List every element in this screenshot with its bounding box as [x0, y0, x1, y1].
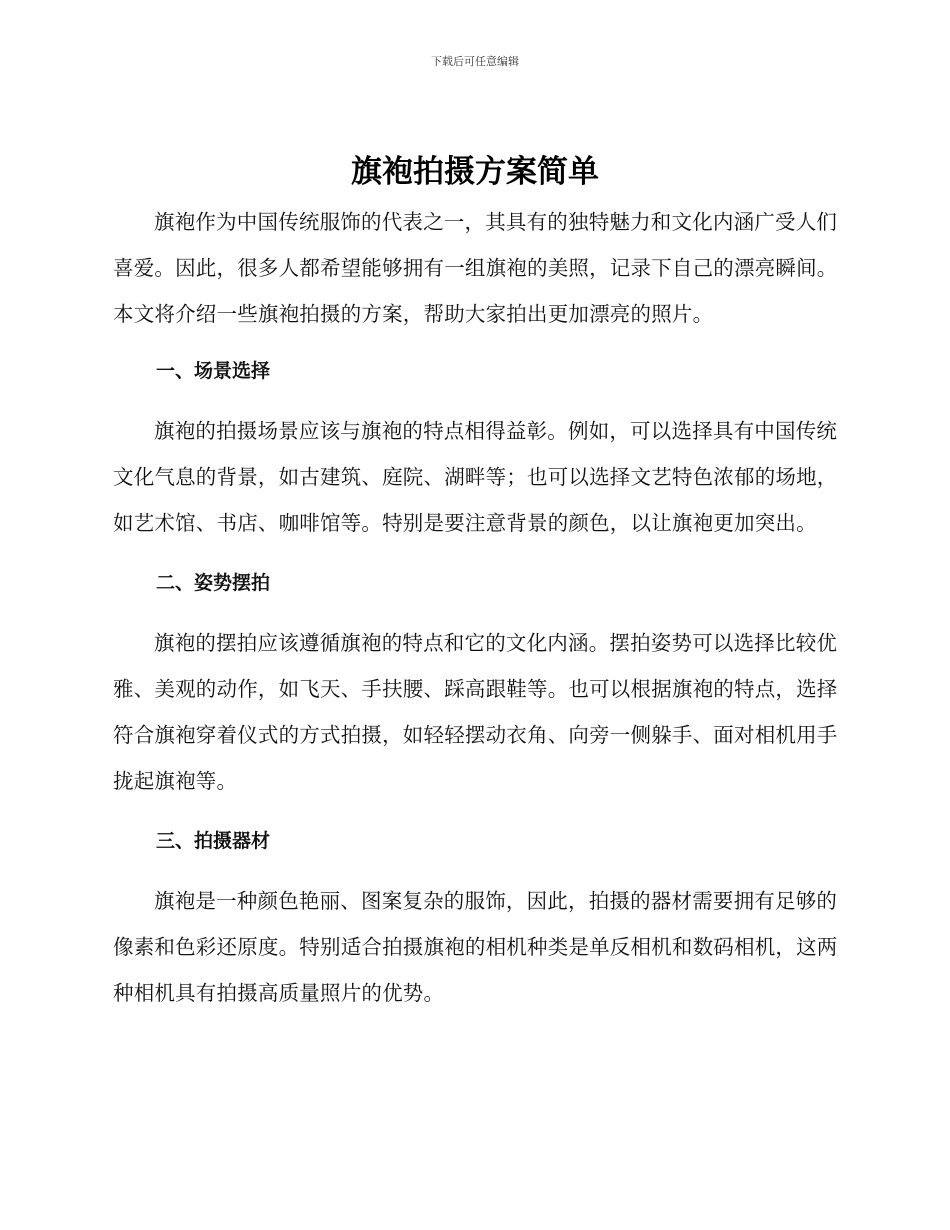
page-header: 下载后可任意编辑: [431, 55, 519, 68]
document-body: [113, 199, 843, 1016]
section-heading-scene: 一、场景选择: [156, 360, 271, 382]
document-title: 旗袍拍摄方案简单: [351, 154, 599, 190]
section-body-equipment: 旗袍是一种颜色艳丽、图案复杂的服饰，因此，拍摄的器材需要拥有足够的像素和色彩还原度。特别适合拍摄旗袍的相机种类是单反相机和数码相机，这两种相机具有拍摄高质量照片的优势。: [113, 889, 838, 1005]
intro-paragraph: 旗袍作为中国传统服饰的代表之一，其具有的独特魅力和文化内涵广受人们喜爱。因此，很多人都希望能够拥有一组旗袍的美照，记录下自己的漂亮瞬间。本文将介绍一些旗袍拍摄的方案，帮助大家拍出更加漂亮的照片。: [113, 210, 838, 326]
section-heading-pose: 二、姿势摆拍: [156, 572, 271, 594]
section-body-scene: 旗袍的拍摄场景应该与旗袍的特点相得益彰。例如，可以选择具有中国传统文化气息的背景，如古建筑、庭院、湖畔等；也可以选择文艺特色浓郁的场地，如艺术馆、书店、咖啡馆等。特别是要注意背景的颜色，以让旗袍更加突出。: [113, 419, 838, 535]
section-heading-equipment: 三、拍摄器材: [156, 830, 271, 852]
section-body-pose: 旗袍的摆拍应该遵循旗袍的特点和它的文化内涵。摆拍姿势可以选择比较优雅、美观的动作，如飞天、手扶腰、踩高跟鞋等。也可以根据旗袍的特点，选择符合旗袍穿着仪式的方式拍摄，如轻轻摆动衣角、向旁一侧躲手、面对相机用手拢起旗袍等。: [113, 631, 838, 793]
